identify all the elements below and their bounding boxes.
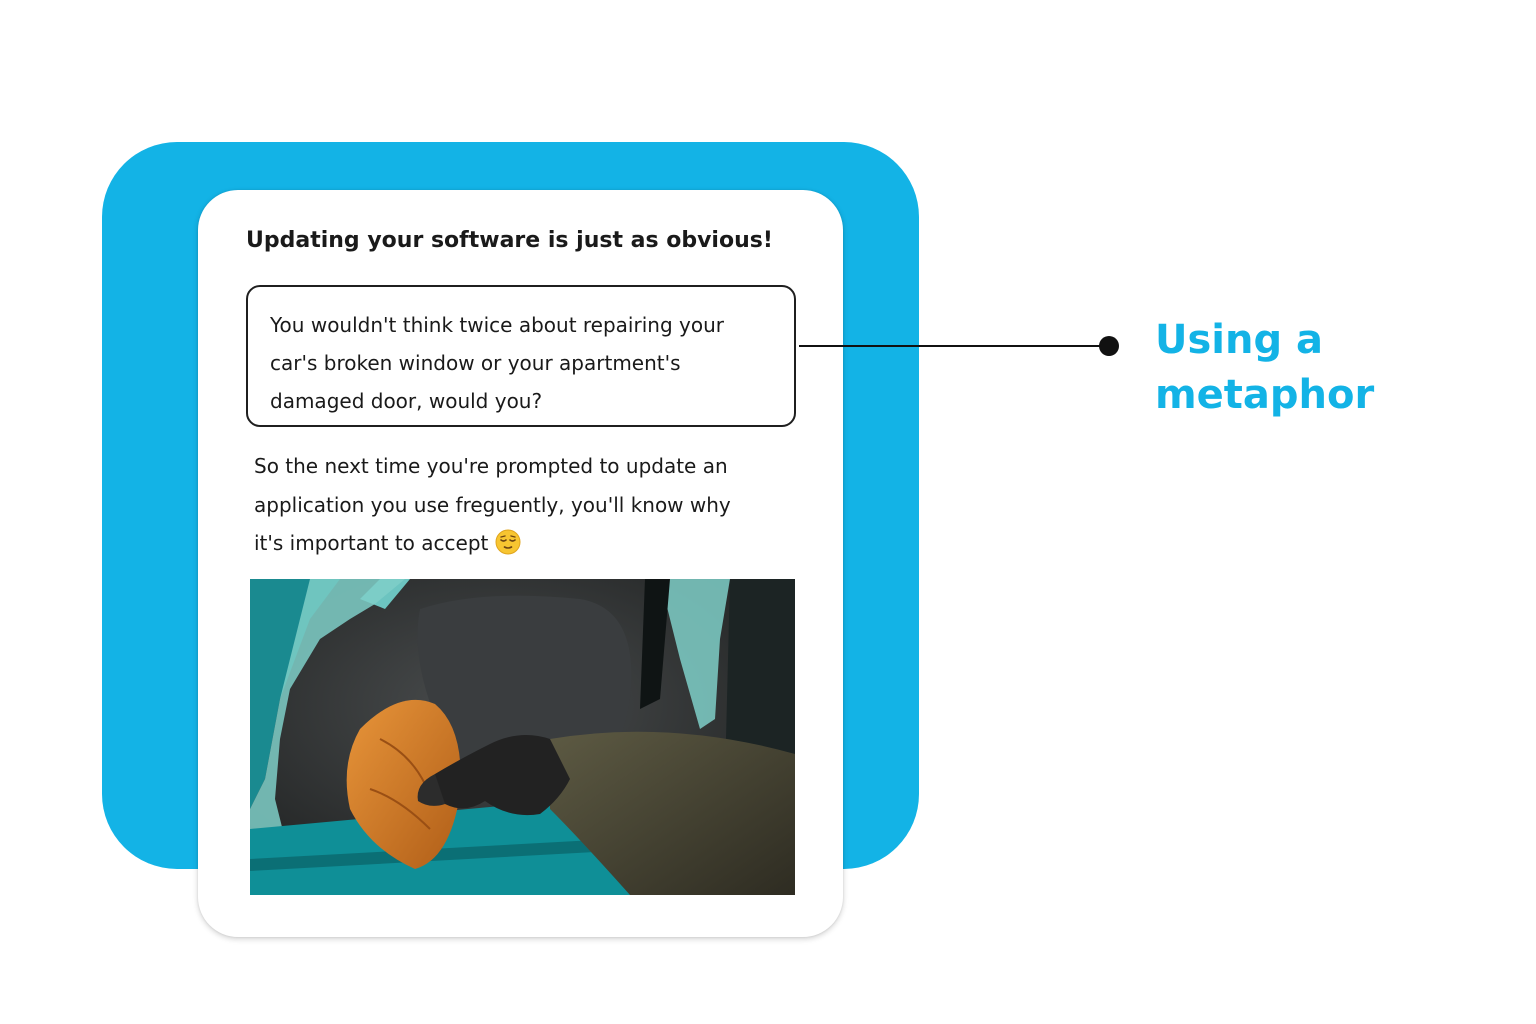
relieved-face-emoji-icon bbox=[495, 531, 521, 555]
connector-line bbox=[799, 345, 1109, 347]
card-title: Updating your software is just as obvious! bbox=[246, 228, 773, 253]
callout-label: Using a metaphor bbox=[1155, 317, 1375, 418]
body-paragraph bbox=[254, 447, 799, 563]
message-card bbox=[198, 190, 843, 937]
broken-car-window-photo bbox=[250, 579, 795, 895]
body-text: So the next time you're prompted to update an application you use freguently, you'll know why it's important to accept bbox=[254, 454, 731, 555]
quote-text: You wouldn't think twice about repairing your car's broken window or your apartment's damaged door, would you? bbox=[270, 313, 724, 413]
connector-dot bbox=[1099, 336, 1119, 356]
highlighted-quote-box bbox=[246, 285, 796, 427]
